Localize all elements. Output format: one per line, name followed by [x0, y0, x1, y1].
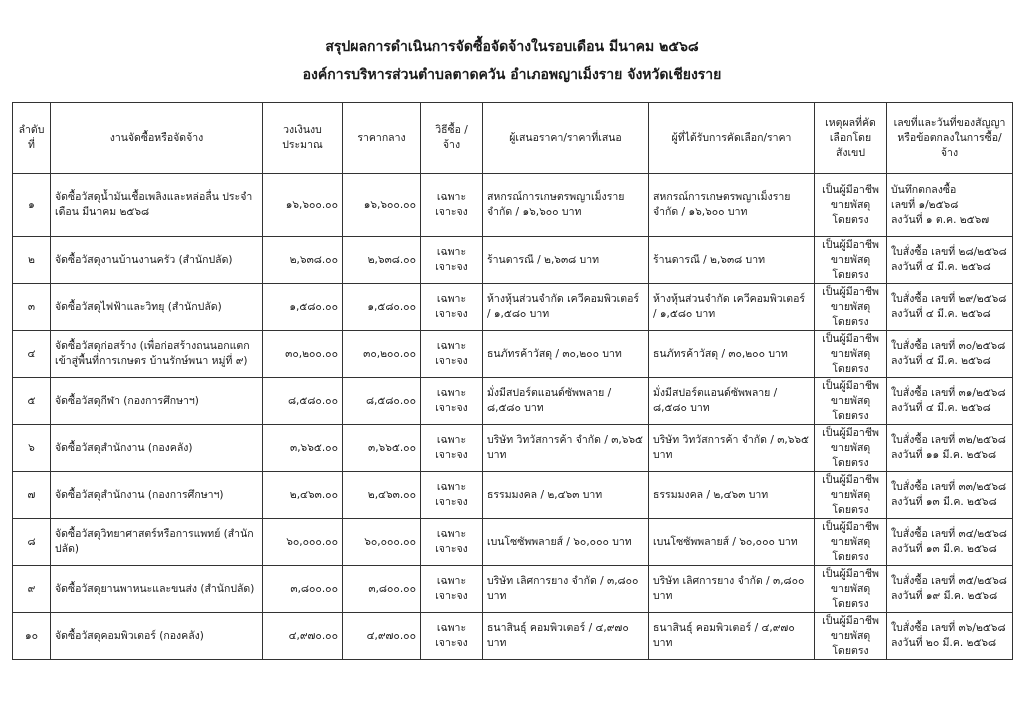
col-header-contract-ref: เลขที่และวันที่ของสัญญาหรือข้อตกลงในการซื้อ/จ้าง [887, 103, 1013, 174]
cell-budget: ๔,๙๗๐.๐๐ [263, 613, 343, 660]
cell-no: ๑๐ [13, 613, 51, 660]
table-row [13, 378, 1013, 425]
cell-contract-ref [887, 566, 1013, 613]
table-row [13, 425, 1013, 472]
cell-no: ๘ [13, 519, 51, 566]
contract-ref-line: ใบสั่งซื้อ เลขที่ ๓๐/๒๕๖๘ [891, 340, 1006, 352]
cell-method: เฉพาะเจาะจง [421, 425, 483, 472]
contract-ref-line: ลงวันที่ ๔ มี.ค. ๒๕๖๘ [891, 402, 991, 414]
cell-item: จัดซื้อวัสดุสำนักงาน (กองคลัง) [51, 425, 263, 472]
cell-bidder: บริษัท วิทวัสการค้า จำกัด / ๓,๖๖๕ บาท [483, 425, 649, 472]
contract-ref-line: ลงวันที่ ๒๐ มี.ค. ๒๕๖๘ [891, 637, 997, 649]
col-header-median-price: ราคากลาง [343, 103, 421, 174]
cell-median-price: ๘,๕๘๐.๐๐ [343, 378, 421, 425]
cell-winner: บริษัท เลิศการยาง จำกัด / ๓,๘๐๐ บาท [649, 566, 815, 613]
cell-winner: ธรรมมงคล / ๒,๔๖๓ บาท [649, 472, 815, 519]
cell-method: เฉพาะเจาะจง [421, 331, 483, 378]
contract-ref-line: ใบสั่งซื้อ เลขที่ ๓๓/๒๕๖๘ [891, 481, 1007, 493]
contract-ref-line: ใบสั่งซื้อ เลขที่ ๓๔/๒๕๖๘ [891, 528, 1007, 540]
contract-ref-line: ลงวันที่ ๔ มี.ค. ๒๕๖๘ [891, 308, 991, 320]
cell-winner: มั่งมีสปอร์ตแอนด์ซัพพลาย / ๘,๕๘๐ บาท [649, 378, 815, 425]
contract-ref-line: ใบสั่งซื้อ เลขที่ ๒๙/๒๕๖๘ [891, 293, 1007, 305]
cell-method: เฉพาะเจาะจง [421, 613, 483, 660]
cell-bidder: บริษัท เลิศการยาง จำกัด / ๓,๘๐๐ บาท [483, 566, 649, 613]
cell-item: จัดซื้อวัสดุไฟฟ้าและวิทยุ (สำนักปลัด) [51, 284, 263, 331]
contract-ref-line: บันทึกตกลงซื้อ [891, 183, 957, 196]
cell-bidder: สหกรณ์การเกษตรพญาเม็งราย จำกัด / ๑๖,๖๐๐ บาท [483, 174, 649, 237]
cell-reason: เป็นผู้มีอาชีพขายพัสดุโดยตรง [815, 519, 887, 566]
col-header-winner: ผู้ที่ได้รับการคัดเลือก/ราคา [649, 103, 815, 174]
contract-ref-line: ใบสั่งซื้อ เลขที่ ๒๘/๒๕๖๘ [891, 246, 1007, 258]
cell-contract-ref [887, 472, 1013, 519]
cell-median-price: ๑๖,๖๐๐.๐๐ [343, 174, 421, 237]
cell-reason: เป็นผู้มีอาชีพขายพัสดุโดยตรง [815, 613, 887, 660]
cell-contract-ref [887, 331, 1013, 378]
cell-no: ๒ [13, 237, 51, 284]
cell-median-price: ๓,๖๖๕.๐๐ [343, 425, 421, 472]
cell-winner: ธนาสินธุ์ คอมพิวเตอร์ / ๔,๙๗๐ บาท [649, 613, 815, 660]
cell-reason: เป็นผู้มีอาชีพขายพัสดุโดยตรง [815, 237, 887, 284]
cell-no: ๑ [13, 174, 51, 237]
document-title: สรุปผลการดำเนินการจัดซื้อจัดจ้างในรอบเดือน มีนาคม ๒๕๖๘ [325, 39, 699, 55]
cell-budget: ๒,๔๖๓.๐๐ [263, 472, 343, 519]
contract-ref-line: ลงวันที่ ๑๑ มี.ค. ๒๕๖๘ [891, 449, 997, 461]
cell-budget: ๑,๕๘๐.๐๐ [263, 284, 343, 331]
cell-contract-ref [887, 425, 1013, 472]
cell-median-price: ๑,๕๘๐.๐๐ [343, 284, 421, 331]
cell-contract-ref [887, 519, 1013, 566]
cell-reason: เป็นผู้มีอาชีพขายพัสดุโดยตรง [815, 284, 887, 331]
cell-item: จัดซื้อวัสดุงานบ้านงานครัว (สำนักปลัด) [51, 237, 263, 284]
cell-median-price: ๓,๘๐๐.๐๐ [343, 566, 421, 613]
col-header-item: งานจัดซื้อหรือจัดจ้าง [51, 103, 263, 174]
table-body [13, 174, 1013, 660]
cell-winner: ห้างหุ้นส่วนจำกัด เควีคอมพิวเตอร์ / ๑,๕๘๐ บาท [649, 284, 815, 331]
table-row [13, 472, 1013, 519]
cell-winner: สหกรณ์การเกษตรพญาเม็งราย จำกัด / ๑๖,๖๐๐ บาท [649, 174, 815, 237]
cell-contract-ref [887, 174, 1013, 237]
cell-item: จัดซื้อวัสดุสำนักงาน (กองการศึกษาฯ) [51, 472, 263, 519]
cell-median-price: ๓๐,๒๐๐.๐๐ [343, 331, 421, 378]
cell-bidder: ธรรมมงคล / ๒,๔๖๓ บาท [483, 472, 649, 519]
cell-contract-ref [887, 237, 1013, 284]
cell-budget: ๒,๖๓๘.๐๐ [263, 237, 343, 284]
contract-ref-line: ลงวันที่ ๑๙ มี.ค. ๒๕๖๘ [891, 590, 998, 602]
cell-bidder: ธนาสินธุ์ คอมพิวเตอร์ / ๔,๙๗๐ บาท [483, 613, 649, 660]
cell-no: ๔ [13, 331, 51, 378]
contract-ref-line: ลงวันที่ ๑๓ มี.ค. ๒๕๖๘ [891, 543, 997, 555]
table-row [13, 237, 1013, 284]
contract-ref-line: ใบสั่งซื้อ เลขที่ ๓๕/๒๕๖๘ [891, 575, 1007, 587]
cell-budget: ๖๐,๐๐๐.๐๐ [263, 519, 343, 566]
contract-ref-line: ลงวันที่ ๔ มี.ค. ๒๕๖๘ [891, 355, 991, 367]
cell-budget: ๘,๕๘๐.๐๐ [263, 378, 343, 425]
cell-winner: เบนโซซัพพลายส์ / ๖๐,๐๐๐ บาท [649, 519, 815, 566]
cell-median-price: ๔,๙๗๐.๐๐ [343, 613, 421, 660]
document-subtitle: องค์การบริหารส่วนตำบลตาดควัน อำเภอพญาเม็งราย จังหวัดเชียงราย [302, 67, 722, 83]
col-header-reason: เหตุผลที่คัดเลือกโดยสังเขป [815, 103, 887, 174]
cell-winner: ร้านดารณี / ๒,๖๓๘ บาท [649, 237, 815, 284]
cell-method: เฉพาะเจาะจง [421, 519, 483, 566]
cell-reason: เป็นผู้มีอาชีพขายพัสดุโดยตรง [815, 472, 887, 519]
cell-item: จัดซื้อวัสดุก่อสร้าง (เพื่อก่อสร้างถนนอกแตก เข้าสู่พื้นที่การเกษตร บ้านรักษ์พนา หมู่ที่ ๙) [51, 331, 263, 378]
procurement-table [12, 102, 1013, 660]
cell-bidder: มั่งมีสปอร์ตแอนด์ซัพพลาย / ๘,๕๘๐ บาท [483, 378, 649, 425]
cell-item: จัดซื้อวัสดุวิทยาศาสตร์หรือการแพทย์ (สำนักปลัด) [51, 519, 263, 566]
cell-contract-ref [887, 284, 1013, 331]
table-row [13, 519, 1013, 566]
cell-item: จัดซื้อวัสดุกีฬา (กองการศึกษาฯ) [51, 378, 263, 425]
contract-ref-line: ใบสั่งซื้อ เลขที่ ๓๒/๒๕๖๘ [891, 434, 1006, 446]
cell-no: ๗ [13, 472, 51, 519]
table-row [13, 284, 1013, 331]
cell-method: เฉพาะเจาะจง [421, 174, 483, 237]
table-header-row [13, 103, 1013, 174]
cell-reason: เป็นผู้มีอาชีพขายพัสดุโดยตรง [815, 378, 887, 425]
contract-ref-line: ใบสั่งซื้อ เลขที่ ๓๖/๒๕๖๘ [891, 622, 1006, 634]
cell-winner: บริษัท วิทวัสการค้า จำกัด / ๓,๖๖๕ บาท [649, 425, 815, 472]
contract-ref-line: เลขที่ ๑/๒๕๖๘ [891, 198, 959, 211]
cell-method: เฉพาะเจาะจง [421, 566, 483, 613]
cell-no: ๓ [13, 284, 51, 331]
cell-reason: เป็นผู้มีอาชีพขายพัสดุโดยตรง [815, 566, 887, 613]
contract-ref-line: ลงวันที่ ๔ มี.ค. ๒๕๖๘ [891, 261, 991, 273]
cell-bidder: ห้างหุ้นส่วนจำกัด เควีคอมพิวเตอร์ / ๑,๕๘๐ บาท [483, 284, 649, 331]
cell-no: ๕ [13, 378, 51, 425]
table-row [13, 566, 1013, 613]
cell-bidder: ร้านดารณี / ๒,๖๓๘ บาท [483, 237, 649, 284]
table-row [13, 174, 1013, 237]
table-row [13, 613, 1013, 660]
cell-method: เฉพาะเจาะจง [421, 284, 483, 331]
cell-bidder: ธนภัทรค้าวัสดุ / ๓๐,๒๐๐ บาท [483, 331, 649, 378]
cell-method: เฉพาะเจาะจง [421, 378, 483, 425]
cell-contract-ref [887, 613, 1013, 660]
cell-no: ๖ [13, 425, 51, 472]
cell-median-price: ๒,๔๖๓.๐๐ [343, 472, 421, 519]
cell-reason: เป็นผู้มีอาชีพขายพัสดุโดยตรง [815, 331, 887, 378]
cell-budget: ๓,๖๖๕.๐๐ [263, 425, 343, 472]
col-header-method: วิธีซื้อ / จ้าง [421, 103, 483, 174]
table-row [13, 331, 1013, 378]
cell-contract-ref [887, 378, 1013, 425]
contract-ref-line: ลงวันที่ ๑ ต.ค. ๒๕๖๗ [891, 213, 990, 226]
cell-budget: ๑๖,๖๐๐.๐๐ [263, 174, 343, 237]
contract-ref-line: ลงวันที่ ๑๓ มี.ค. ๒๕๖๘ [891, 496, 997, 508]
contract-ref-line: ใบสั่งซื้อ เลขที่ ๓๑/๒๕๖๘ [891, 387, 1006, 399]
cell-reason: เป็นผู้มีอาชีพขายพัสดุโดยตรง [815, 425, 887, 472]
cell-no: ๙ [13, 566, 51, 613]
col-header-no: ลำดับที่ [13, 103, 51, 174]
cell-item: จัดซื้อวัสดุน้ำมันเชื้อเพลิงและหล่อลื่น ประจำเดือน มีนาคม ๒๕๖๘ [51, 174, 263, 237]
cell-item: จัดซื้อวัสดุคอมพิวเตอร์ (กองคลัง) [51, 613, 263, 660]
cell-budget: ๓๐,๒๐๐.๐๐ [263, 331, 343, 378]
col-header-budget: วงเงินงบประมาณ [263, 103, 343, 174]
col-header-bidder: ผู้เสนอราคา/ราคาที่เสนอ [483, 103, 649, 174]
cell-method: เฉพาะเจาะจง [421, 472, 483, 519]
cell-winner: ธนภัทรค้าวัสดุ / ๓๐,๒๐๐ บาท [649, 331, 815, 378]
cell-item: จัดซื้อวัสดุยานพาหนะและขนส่ง (สำนักปลัด) [51, 566, 263, 613]
cell-median-price: ๒,๖๓๘.๐๐ [343, 237, 421, 284]
cell-method: เฉพาะเจาะจง [421, 237, 483, 284]
cell-reason: เป็นผู้มีอาชีพขายพัสดุโดยตรง [815, 174, 887, 237]
cell-bidder: เบนโซซัพพลายส์ / ๖๐,๐๐๐ บาท [483, 519, 649, 566]
cell-budget: ๓,๘๐๐.๐๐ [263, 566, 343, 613]
cell-median-price: ๖๐,๐๐๐.๐๐ [343, 519, 421, 566]
